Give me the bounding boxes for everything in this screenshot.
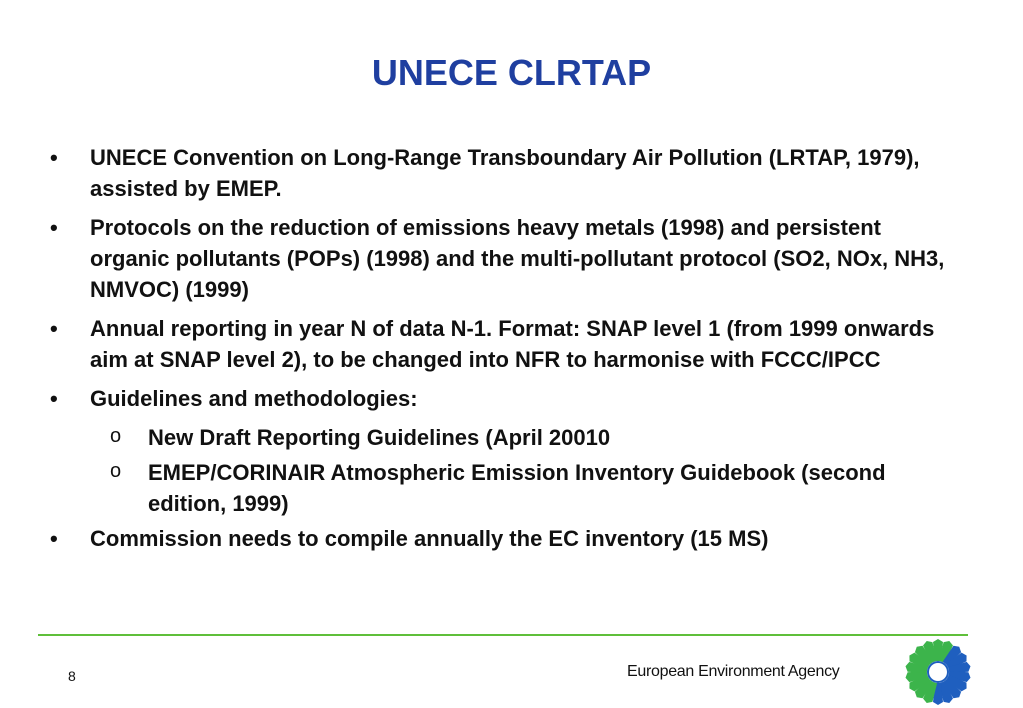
sub-bullet-list [48, 422, 948, 519]
agency-name: European Environment Agency [627, 663, 840, 680]
bullet-marker: • [50, 215, 58, 240]
bullet-item [48, 142, 948, 204]
bullet-item [48, 313, 948, 375]
bullet-marker: • [50, 386, 58, 411]
bullet-item [48, 383, 948, 414]
footer-divider [38, 634, 968, 636]
bullet-text: Annual reporting in year N of data N-1. Format: SNAP level 1 (from 1999 onwards aim at SNAP level 2), to be changed into NFR to harmonise with FCCC/IPCC [90, 316, 935, 372]
bullet-text: Commission needs to compile annually the EC inventory (15 MS) [90, 526, 769, 551]
slide-title: UNECE CLRTAP [371, 52, 652, 93]
sub-bullet-text: New Draft Reporting Guidelines (April 20010 [148, 425, 611, 450]
sub-bullet-marker: o [110, 425, 122, 447]
bullet-text: UNECE Convention on Long-Range Transboundary Air Pollution (LRTAP, 1979), assisted by EMEP. [90, 145, 920, 201]
bullet-text: Protocols on the reduction of emissions heavy metals (1998) and persistent organic pollutants (POPs) (1998) and the multi-pollutant protocol (SO2, NOx, NH3, NMVOC) (1999) [90, 215, 945, 302]
sub-bullet-item [48, 457, 948, 519]
bullet-marker: • [50, 316, 58, 341]
sub-bullet-marker: o [110, 460, 122, 482]
bullet-marker: • [50, 526, 58, 551]
eea-logo-icon [898, 636, 974, 708]
bullet-item [48, 523, 948, 554]
sub-bullet-text: EMEP/CORINAIR Atmospheric Emission Inventory Guidebook (second edition, 1999) [148, 460, 886, 516]
page-number: 8 [68, 668, 76, 684]
bullet-item [48, 212, 948, 305]
bullet-marker: • [50, 145, 58, 170]
bullet-text: Guidelines and methodologies: [90, 386, 418, 411]
bullet-list [48, 142, 948, 562]
sub-bullet-item [48, 422, 948, 453]
